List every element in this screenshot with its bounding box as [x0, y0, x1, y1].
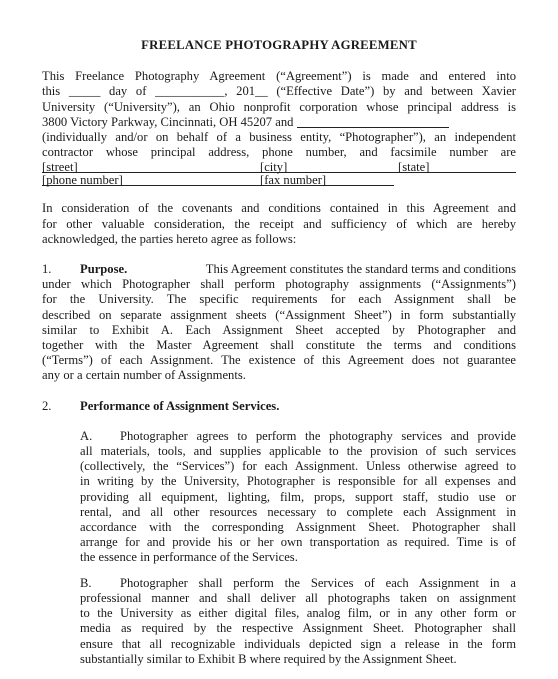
intro-line: This Freelance Photography Agreement (“Agreement”) is made and entered into: [42, 69, 516, 84]
section-heading: Performance of Assignment Services.: [80, 398, 280, 413]
subsection-line: providing all equipment, lighting, film, props, support staff, studio use or: [80, 489, 516, 504]
subsection-line: Photographer agrees to perform the photography services and provide: [120, 428, 516, 443]
section-1: [42, 262, 516, 384]
section-line: for the University. The specific requirements for each Assignment shall be: [42, 292, 516, 307]
city-field[interactable]: [city]: [260, 160, 398, 173]
section-line: together with the Master Agreement shall constitute the terms and conditions: [42, 338, 516, 353]
subsection-line: arrange for and provide his or her own transportation as required. Time is of: [80, 535, 516, 550]
intro-line: contractor whose principal address, phone number, and facsimile number are: [42, 145, 516, 160]
subsection-label: B.: [80, 575, 92, 590]
section-line: under which Photographer shall perform photography assignments (“Assignments”): [42, 277, 516, 292]
intro-line: this _____ day of ___________, 201__ (“Effective Date”) by and between Xavier: [42, 84, 516, 99]
section-2: [42, 399, 516, 667]
document-title: FREELANCE PHOTOGRAPHY AGREEMENT: [141, 38, 417, 52]
phone-field[interactable]: [phone number]: [42, 173, 260, 186]
section-number: 1.: [42, 262, 52, 277]
consideration-line: for other valuable consideration, the receipt and sufficiency of which are hereby: [42, 216, 516, 231]
street-field[interactable]: [street]: [42, 160, 260, 173]
section-line: (“Terms”) of each Assignment. The existence of this Agreement does not guarantee: [42, 353, 516, 368]
subsection-line: ensure that all recognizable individuals depicted sign a release in the form: [80, 636, 516, 651]
phone-fields-row: [42, 173, 516, 186]
subsection-line: Photographer shall perform the Services of each Assignment in a: [120, 575, 516, 590]
subsection-b: [42, 576, 516, 667]
subsection-line: (collectively, the “Services”) for each Assignment. Unless otherwise agreed to: [80, 459, 516, 474]
intro-line: 3800 Victory Parkway, Cincinnati, OH 45207 and: [42, 114, 294, 129]
photographer-name-blank[interactable]: [297, 115, 449, 128]
subsection-line: substantially similar to Exhibit B where required by the Assignment Sheet.: [80, 651, 457, 666]
address-fields-row: [42, 160, 516, 173]
subsection-a: [42, 429, 516, 566]
subsection-line: all materials, tools, and supplies applicable to the provision of such services: [80, 444, 516, 459]
section-line: any or a certain number of Assignments.: [42, 368, 246, 383]
section-number: 2.: [42, 398, 52, 413]
subsection-line: the essence in performance of the Services.: [80, 550, 298, 565]
section-heading: Purpose.: [80, 262, 128, 277]
intro-paragraph: [42, 69, 516, 186]
consideration-line: In consideration of the covenants and conditions contained in this Agreement and: [42, 201, 516, 216]
consideration-line: acknowledged, the parties hereto agree as follows:: [42, 231, 297, 246]
consideration-paragraph: [42, 201, 516, 247]
section-line: This Agreement constitutes the standard terms and conditions: [205, 262, 516, 277]
subsection-line: accordance with the corresponding Assignment Sheet. Photographer shall: [80, 520, 516, 535]
address-row: [42, 115, 516, 130]
fax-field[interactable]: [fax number]: [260, 173, 394, 186]
subsection-label: A.: [80, 428, 93, 443]
section-line: similar to Exhibit A. Each Assignment Sheet accepted by Photographer and: [42, 322, 516, 337]
subsection-line: professional manner and shall deliver all photographs taken on assignment: [80, 590, 516, 605]
state-field[interactable]: [state]: [398, 160, 516, 173]
subsection-line: in writing by the University, Photographer is responsible for all expenses and: [80, 474, 516, 489]
subsection-line: media as required by the respective Assignment Sheet. Photographer shall: [80, 621, 516, 636]
intro-line: University (“University”), an Ohio nonprofit corporation whose principal address is: [42, 99, 516, 114]
subsection-line: to the University as either digital files, analog film, or in any other form or: [80, 606, 516, 621]
subsection-line: rental, and all other resources necessary to complete each Assignment in: [80, 504, 516, 519]
intro-line: (individually and/or on behalf of a business entity, “Photographer”), an independent: [42, 130, 516, 145]
section-line: described on separate assignment sheets (“Assignment Sheet”) in form substantially: [42, 307, 516, 322]
